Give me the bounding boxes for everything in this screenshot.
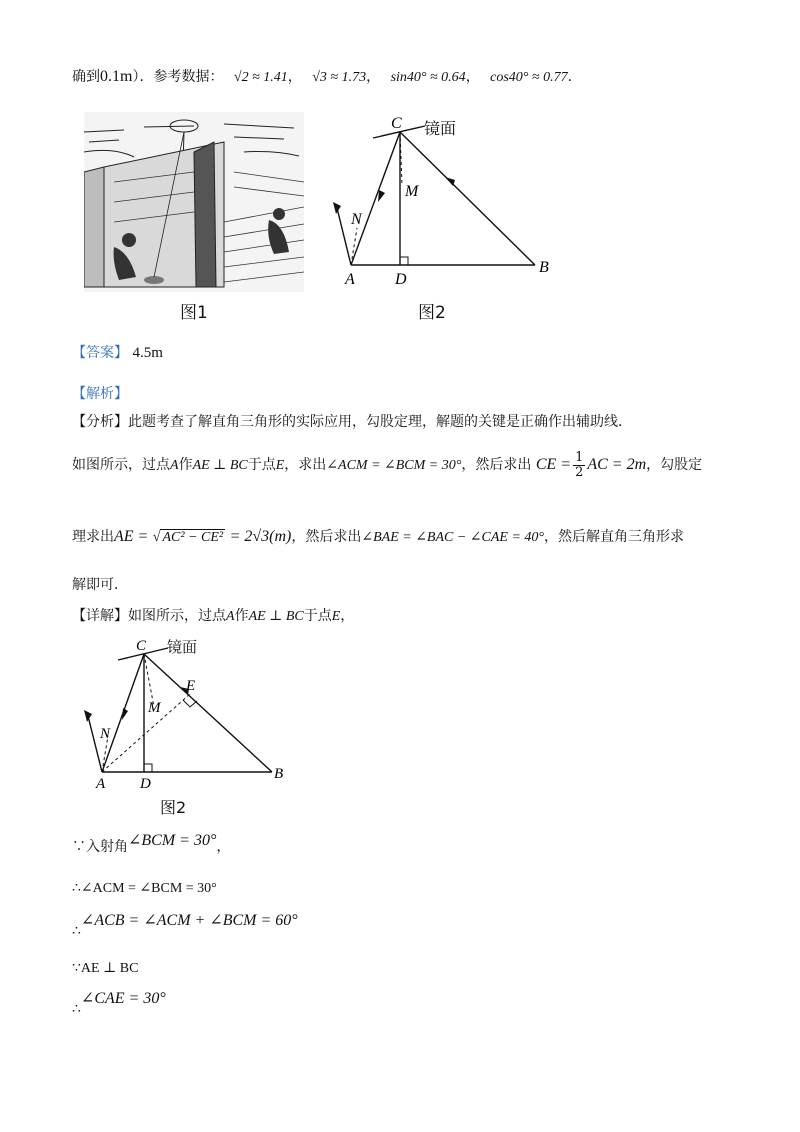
label-n: N xyxy=(100,726,111,742)
therefore-symbol: ∴ xyxy=(72,923,81,939)
analysis-tag: 【解析】 xyxy=(72,386,128,402)
angle-expr: ∠CAE = 30° xyxy=(80,990,166,1007)
woodcut-image xyxy=(84,112,304,292)
text: ，然后解直角三角形求 xyxy=(544,529,685,545)
label-d: D xyxy=(140,776,151,792)
label-n: N xyxy=(351,211,362,228)
text: ，然后求出 xyxy=(291,529,362,545)
label-d: D xyxy=(395,271,407,288)
text: ∵入射角 xyxy=(72,839,128,855)
step3 xyxy=(72,910,298,939)
figure2-caption: 图2 xyxy=(418,303,446,323)
ray-an xyxy=(337,208,351,265)
frac-den: 2 xyxy=(575,465,584,480)
text: 作 xyxy=(234,608,249,624)
point-a: A xyxy=(170,458,179,473)
ce-expr-right: AC = 2m xyxy=(587,456,647,473)
frac-num: 1 xyxy=(575,450,584,465)
text: ，勾股定 xyxy=(646,457,703,473)
ae-radicand: AC² − CE² xyxy=(162,530,224,545)
angle-expr: ∠ACM = ∠BCM = 30° xyxy=(326,458,462,473)
fenxi-text: 此题考查了解直角三角形的实际应用，勾股定理，解题的关键是正确作出辅助线． xyxy=(128,414,632,430)
arrow-ca xyxy=(378,190,385,202)
label-m: M xyxy=(405,183,419,200)
analysis-para2: 理求出AE = √ AC² − CE² = 2√3(m)，然后求出∠BAE = ∠BAC − ∠CAE = 40°，然后解直角三角形求 xyxy=(72,528,685,545)
sin40-value: sin40° ≈ 0.64 xyxy=(390,70,466,85)
angle-expr: ∠BCM = 30° xyxy=(128,832,217,849)
text: ， xyxy=(216,839,231,855)
step2: ∴∠ACM = ∠BCM = 30° xyxy=(72,881,217,896)
perp-expr: AE ⊥ BC xyxy=(192,458,248,473)
label-b: B xyxy=(274,766,284,782)
point-e: E xyxy=(275,458,285,473)
analysis-para1 xyxy=(72,448,702,483)
precision-value: 0.1m xyxy=(100,68,133,85)
label-e: E xyxy=(186,678,196,694)
ce-expr-left: CE = xyxy=(535,456,572,473)
text: 作 xyxy=(178,457,193,473)
answer-tag: 【答案】 xyxy=(72,345,128,361)
therefore-symbol: ∴ xyxy=(72,1001,81,1017)
label-m: M xyxy=(148,700,161,716)
angle-expr: ∠ACB = ∠ACM + ∠BCM = 60° xyxy=(80,912,298,929)
text: 如图所示，过点 xyxy=(128,608,226,624)
step5 xyxy=(72,988,166,1017)
figure3-caption: 图2 xyxy=(160,798,187,817)
sqrt2-value: √2 ≈ 1.41 xyxy=(233,70,288,85)
bae-expr: ∠BAE = ∠BAC − ∠CAE = 40° xyxy=(361,530,545,545)
ae-expr-right: = 2√3(m) xyxy=(229,528,292,545)
side-ca xyxy=(351,132,400,265)
label-a: A xyxy=(345,271,355,288)
ray-an xyxy=(88,716,102,772)
label-c: C xyxy=(391,115,402,132)
detail-tag: 【详解】 xyxy=(72,608,128,624)
label-c: C xyxy=(136,638,147,654)
reference-data-line xyxy=(72,66,582,86)
separator: ， xyxy=(465,69,480,85)
side-cb xyxy=(144,654,272,772)
figure1-caption: 图1 xyxy=(180,303,208,323)
mirror-label: 镜面 xyxy=(424,119,457,138)
ae-expr-left: AE = xyxy=(114,528,149,545)
label-b: B xyxy=(539,259,549,276)
detail-intro xyxy=(72,605,354,625)
text: 如图所示，过点 xyxy=(72,457,170,473)
point-e: E xyxy=(331,609,341,624)
sqrt3-value: √3 ≈ 1.73 xyxy=(312,70,367,85)
text: 理求出 xyxy=(72,529,114,545)
text: 于点 xyxy=(303,608,332,624)
perp-expr: AE ⊥ BC xyxy=(248,609,304,624)
mirror-label-2: 镜面 xyxy=(167,638,198,656)
figure1-illustration xyxy=(84,112,304,292)
separator: ， xyxy=(287,69,302,85)
analysis-para3: 解即可． xyxy=(72,577,128,593)
step4: ∵AE ⊥ BC xyxy=(72,961,139,976)
fenxi-tag: 【分析】 xyxy=(72,414,128,430)
answer-value: 4.5m xyxy=(132,345,163,361)
text: ，求出 xyxy=(284,457,327,473)
arrow-ca xyxy=(122,708,128,720)
text: 于点 xyxy=(247,457,276,473)
label-a: A xyxy=(96,776,106,792)
intro-prefix: 确到 xyxy=(72,69,100,85)
point-a: A xyxy=(226,609,235,624)
fraction-half xyxy=(573,451,585,479)
step1 xyxy=(72,832,231,856)
answer-line xyxy=(72,342,163,362)
side-cb xyxy=(400,132,535,265)
separator: ， xyxy=(366,69,381,85)
text: ， xyxy=(340,608,355,624)
cos40-value: cos40° ≈ 0.77 xyxy=(490,70,568,85)
intro-suffix: ）．参考数据： xyxy=(132,69,224,85)
text: ，然后求出 xyxy=(461,457,532,473)
period: ． xyxy=(567,69,582,85)
analysis-fenxi xyxy=(72,411,632,431)
